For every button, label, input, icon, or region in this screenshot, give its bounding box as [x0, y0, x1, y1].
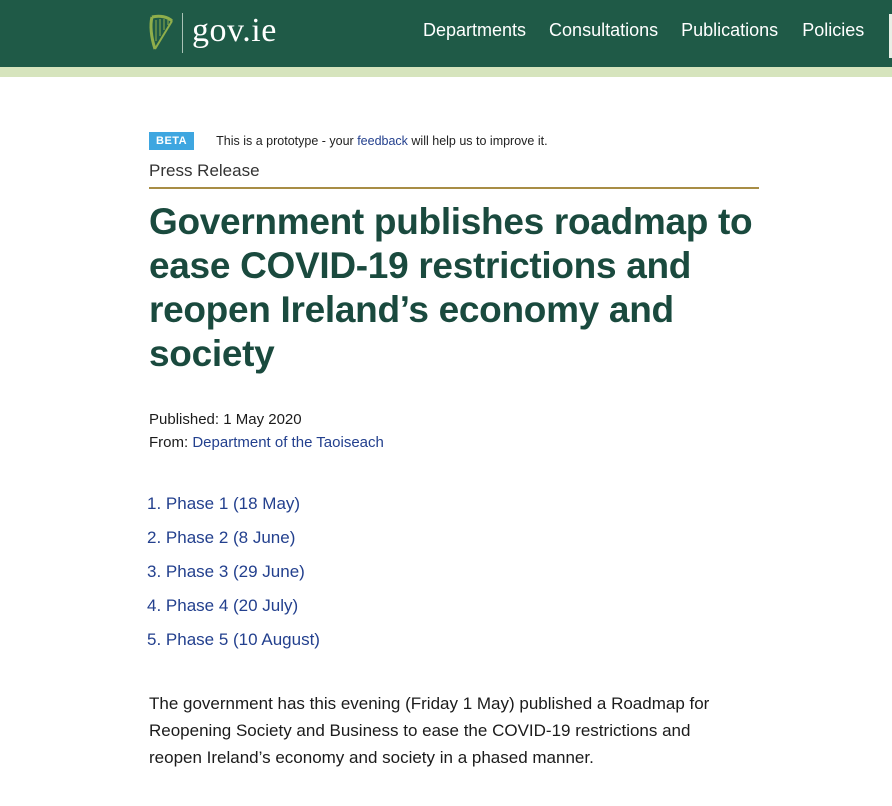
beta-badge: BETA — [149, 132, 194, 150]
harp-icon — [146, 11, 176, 55]
main-nav — [423, 20, 864, 41]
site-header — [0, 0, 892, 67]
page-title: Government publishes roadmap to ease COVID-19 restrictions and reopen Ireland’s economy and society — [149, 201, 753, 374]
list-item — [147, 492, 320, 526]
nav-policies[interactable]: Policies — [802, 20, 865, 40]
department-link[interactable]: Department of the Taoiseach — [192, 434, 384, 451]
kicker-divider — [149, 187, 759, 189]
published-date: 1 May 2020 — [223, 411, 302, 428]
phase-1-link[interactable]: 1. Phase 1 (18 May) — [147, 494, 301, 513]
list-item — [147, 594, 320, 628]
phase-3-link[interactable]: 3. Phase 3 (29 June) — [147, 562, 305, 581]
phase-2-link[interactable]: 2. Phase 2 (8 June) — [147, 528, 296, 547]
nav-publications[interactable]: Publications — [681, 20, 779, 40]
article-type: Press Release — [149, 161, 260, 180]
list-item — [147, 560, 320, 594]
article-meta — [149, 408, 384, 454]
home-logo-link[interactable] — [146, 10, 277, 56]
phase-4-link[interactable]: 4. Phase 4 (20 July) — [147, 596, 299, 615]
list-item — [147, 526, 320, 560]
intro-paragraph: The government has this evening (Friday 1 May) published a Roadmap for Reopening Society and Business to ease the COVID-19 restrictions and reopen Ireland’s economy and society in a phased manner. — [149, 694, 710, 767]
phase-5-link[interactable]: 5. Phase 5 (10 August) — [147, 630, 320, 649]
feedback-link[interactable]: feedback — [357, 134, 408, 148]
list-item — [147, 628, 320, 662]
published-line: Published: 1 May 2020 — [149, 411, 302, 428]
beta-banner — [149, 132, 548, 150]
beta-message: This is a prototype - your feedback will help us to improve it. — [216, 134, 548, 148]
nav-consultations[interactable]: Consultations — [549, 20, 659, 40]
logo-divider — [182, 13, 183, 53]
from-line: From: Department of the Taoiseach — [149, 434, 384, 451]
nav-departments[interactable]: Departments — [423, 20, 527, 40]
site-name: gov.ie — [192, 12, 277, 49]
header-stripe — [0, 67, 892, 77]
phase-list — [147, 492, 320, 662]
